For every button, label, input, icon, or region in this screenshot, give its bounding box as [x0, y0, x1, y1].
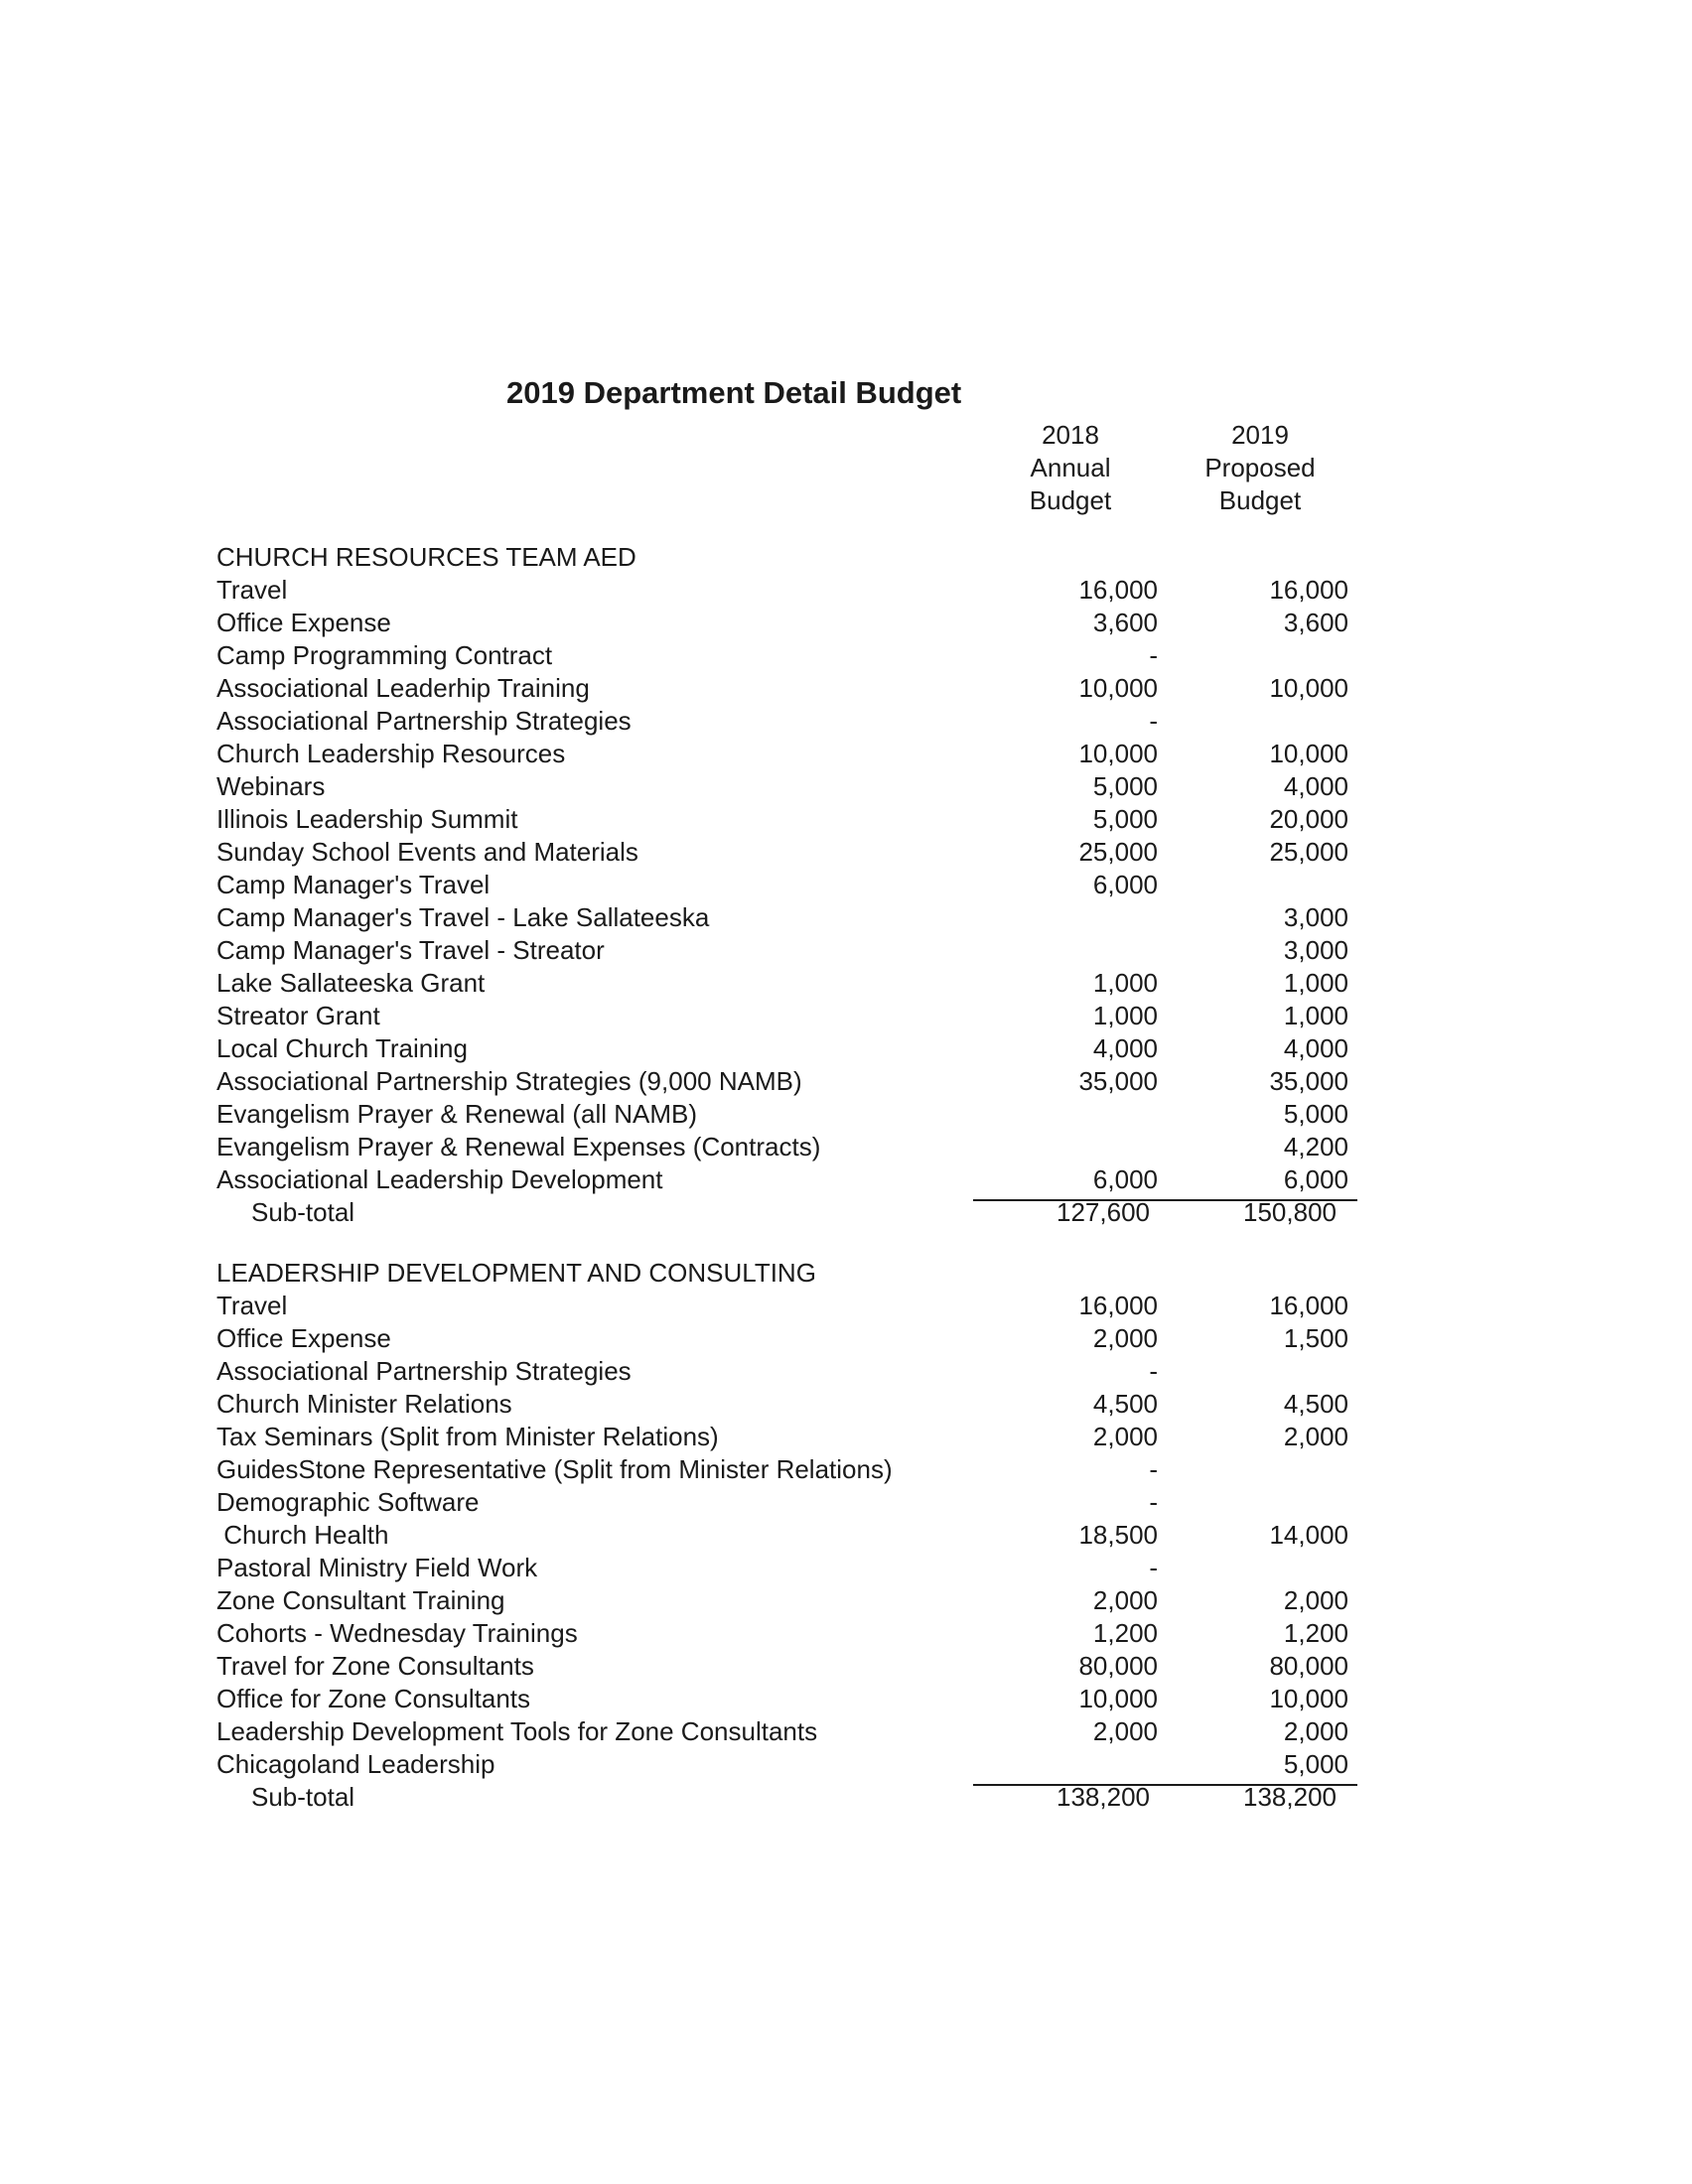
value-2018: 2,000 [1092, 1585, 1158, 1615]
page-title: 2019 Department Detail Budget [506, 375, 962, 410]
value-2018: - [1149, 1454, 1158, 1484]
row-label: Lake Sallateeska Grant [216, 968, 486, 998]
row-label: Tax Seminars (Split from Minister Relations) [216, 1422, 719, 1451]
value-2019: 10,000 [1269, 1684, 1348, 1713]
table-row [0, 672, 1692, 705]
row-label: Associational Leadership Development [216, 1164, 663, 1194]
value-2018: 10,000 [1078, 1684, 1158, 1713]
value-2019: 3,000 [1283, 902, 1348, 932]
table-row [0, 738, 1692, 770]
value-2018: - [1149, 640, 1158, 670]
column-header-2018 [1001, 419, 1140, 517]
row-label: Associational Partnership Strategies [216, 706, 632, 736]
row-label: Associational Partnership Strategies (9,000 NAMB) [216, 1066, 802, 1096]
row-label: Travel [216, 1291, 288, 1320]
value-2018: 80,000 [1078, 1651, 1158, 1681]
row-label: Streator Grant [216, 1001, 380, 1030]
row-label: Chicagoland Leadership [216, 1749, 495, 1779]
value-2019: 1,200 [1283, 1618, 1348, 1648]
row-label: Camp Programming Contract [216, 640, 553, 670]
value-2018: - [1149, 1487, 1158, 1517]
table-row [0, 1131, 1692, 1163]
table-row [0, 1650, 1692, 1683]
row-label: Office Expense [216, 608, 391, 637]
value-2018: 18,500 [1078, 1520, 1158, 1550]
value-2018: 4,000 [1092, 1033, 1158, 1063]
row-label: Associational Leaderhip Training [216, 673, 590, 703]
table-row [0, 901, 1692, 934]
value-2019: 3,000 [1283, 935, 1348, 965]
value-2019: 1,500 [1283, 1323, 1348, 1353]
row-label: Camp Manager's Travel - Lake Sallateeska [216, 902, 710, 932]
table-row [0, 803, 1692, 836]
value-2018: 16,000 [1078, 1291, 1158, 1320]
section-heading-row [0, 541, 1692, 574]
value-2018: 5,000 [1092, 771, 1158, 801]
column-header-line: Budget [1029, 485, 1112, 515]
table-row [0, 1552, 1692, 1584]
row-label: Associational Partnership Strategies [216, 1356, 632, 1386]
row-label: Travel for Zone Consultants [216, 1651, 534, 1681]
row-label: Webinars [216, 771, 326, 801]
table-row [0, 705, 1692, 738]
table-row [0, 1617, 1692, 1650]
row-label: Pastoral Ministry Field Work [216, 1553, 538, 1582]
row-label: Local Church Training [216, 1033, 468, 1063]
subtotal-2018: 127,600 [1057, 1197, 1150, 1227]
table-row [0, 1032, 1692, 1065]
table-row [0, 1355, 1692, 1388]
value-2018: 3,600 [1092, 608, 1158, 637]
row-label: Cohorts - Wednesday Trainings [216, 1618, 578, 1648]
value-2018: 4,500 [1092, 1389, 1158, 1419]
subtotal-row [0, 1196, 1692, 1229]
row-label: Travel [216, 575, 288, 605]
row-label: Zone Consultant Training [216, 1585, 505, 1615]
value-2019: 4,000 [1283, 1033, 1348, 1063]
subtotal-label: Sub-total [251, 1197, 355, 1227]
value-2018: 2,000 [1092, 1716, 1158, 1746]
section-heading: CHURCH RESOURCES TEAM AED [216, 542, 636, 572]
value-2019: 5,000 [1283, 1099, 1348, 1129]
table-row [0, 836, 1692, 869]
table-row [0, 869, 1692, 901]
table-row [0, 574, 1692, 607]
table-row [0, 1065, 1692, 1098]
table-row [0, 1000, 1692, 1032]
column-header-line: Budget [1218, 485, 1302, 515]
subtotal-2019: 150,800 [1243, 1197, 1337, 1227]
table-row [0, 1453, 1692, 1486]
value-2018: 10,000 [1078, 739, 1158, 768]
value-2019: 14,000 [1269, 1520, 1348, 1550]
value-2019: 4,500 [1283, 1389, 1348, 1419]
value-2019: 35,000 [1269, 1066, 1348, 1096]
row-label: Office Expense [216, 1323, 391, 1353]
value-2018: 1,200 [1092, 1618, 1158, 1648]
value-2018: 2,000 [1092, 1422, 1158, 1451]
value-2018: 6,000 [1092, 1164, 1158, 1194]
table-row [0, 1388, 1692, 1421]
column-header-line: 2018 [1042, 420, 1099, 450]
table-row [0, 770, 1692, 803]
value-2018: - [1149, 1356, 1158, 1386]
row-label: Camp Manager's Travel - Streator [216, 935, 605, 965]
value-2019: 2,000 [1283, 1585, 1348, 1615]
row-label: Office for Zone Consultants [216, 1684, 531, 1713]
value-2019: 20,000 [1269, 804, 1348, 834]
value-2018: 6,000 [1092, 870, 1158, 899]
table-row [0, 639, 1692, 672]
column-header-line: Proposed [1204, 453, 1316, 482]
table-row [0, 1163, 1692, 1196]
column-header-line: Annual [1030, 453, 1111, 482]
table-row [0, 1715, 1692, 1748]
value-2019: 4,000 [1283, 771, 1348, 801]
table-row [0, 1290, 1692, 1322]
value-2019: 3,600 [1283, 608, 1348, 637]
value-2019: 10,000 [1269, 673, 1348, 703]
section-heading-row [0, 1257, 1692, 1290]
table-row [0, 607, 1692, 639]
table-row [0, 1519, 1692, 1552]
row-label: Illinois Leadership Summit [216, 804, 518, 834]
row-label: Evangelism Prayer & Renewal Expenses (Contracts) [216, 1132, 821, 1161]
value-2018: 35,000 [1078, 1066, 1158, 1096]
row-label: Church Leadership Resources [216, 739, 566, 768]
value-2018: 1,000 [1092, 968, 1158, 998]
row-label: Demographic Software [216, 1487, 480, 1517]
value-2019: 2,000 [1283, 1716, 1348, 1746]
table-row [0, 1322, 1692, 1355]
value-2019: 2,000 [1283, 1422, 1348, 1451]
value-2019: 4,200 [1283, 1132, 1348, 1161]
value-2019: 5,000 [1283, 1749, 1348, 1779]
value-2019: 10,000 [1269, 739, 1348, 768]
subtotal-row [0, 1781, 1692, 1814]
value-2019: 25,000 [1269, 837, 1348, 867]
value-2018: 2,000 [1092, 1323, 1158, 1353]
table-row [0, 967, 1692, 1000]
row-label: Leadership Development Tools for Zone Consultants [216, 1716, 818, 1746]
row-label: Evangelism Prayer & Renewal (all NAMB) [216, 1099, 698, 1129]
value-2019: 16,000 [1269, 575, 1348, 605]
section-heading: LEADERSHIP DEVELOPMENT AND CONSULTING [216, 1258, 816, 1288]
column-header-2019 [1191, 419, 1330, 517]
value-2018: 1,000 [1092, 1001, 1158, 1030]
table-row [0, 1486, 1692, 1519]
value-2019: 1,000 [1283, 1001, 1348, 1030]
value-2019: 1,000 [1283, 968, 1348, 998]
value-2018: - [1149, 1553, 1158, 1582]
value-2018: 5,000 [1092, 804, 1158, 834]
value-2019: 16,000 [1269, 1291, 1348, 1320]
section-church-resources [0, 541, 1692, 1229]
row-label: Sunday School Events and Materials [216, 837, 638, 867]
row-label: GuidesStone Representative (Split from Minister Relations) [216, 1454, 893, 1484]
subtotal-2019: 138,200 [1243, 1782, 1337, 1812]
value-2019: 80,000 [1269, 1651, 1348, 1681]
table-row [0, 934, 1692, 967]
table-row [0, 1421, 1692, 1453]
table-row [0, 1098, 1692, 1131]
value-2018: 16,000 [1078, 575, 1158, 605]
value-2018: 25,000 [1078, 837, 1158, 867]
column-header-line: 2019 [1231, 420, 1289, 450]
subtotal-label: Sub-total [251, 1782, 355, 1812]
table-row [0, 1584, 1692, 1617]
table-row [0, 1683, 1692, 1715]
row-label: Camp Manager's Travel [216, 870, 491, 899]
subtotal-2018: 138,200 [1057, 1782, 1150, 1812]
table-row [0, 1748, 1692, 1781]
value-2018: 10,000 [1078, 673, 1158, 703]
value-2018: - [1149, 706, 1158, 736]
value-2019: 6,000 [1283, 1164, 1348, 1194]
section-leadership-development [0, 1257, 1692, 1814]
row-label: Church Minister Relations [216, 1389, 512, 1419]
row-label: Church Health [216, 1520, 389, 1550]
